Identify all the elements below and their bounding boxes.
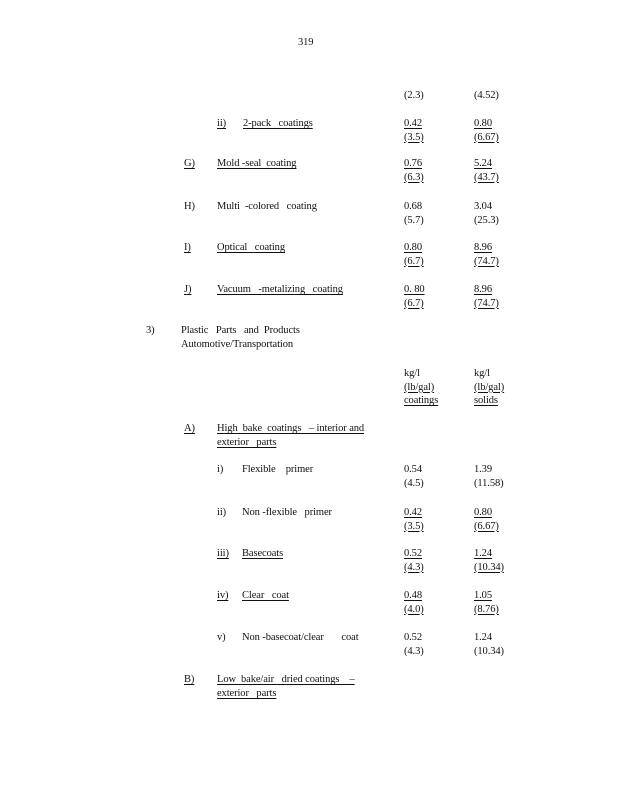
item-marker: I) bbox=[184, 242, 191, 253]
coatings-value: (2.3) bbox=[404, 90, 424, 101]
item-marker: v) bbox=[217, 632, 226, 643]
item-label: Non -flexible primer bbox=[242, 507, 332, 518]
item-marker: ii) bbox=[217, 118, 227, 129]
solids-value: (25.3) bbox=[474, 214, 499, 226]
coatings-value: (6.7) bbox=[404, 297, 424, 309]
solids-value: (6.67) bbox=[474, 520, 499, 532]
item-label: Non -basecoat/clear coat bbox=[242, 632, 359, 643]
item-marker: iii) bbox=[217, 548, 229, 559]
section-subtitle: Automotive/Transportation bbox=[181, 339, 294, 350]
unit-label: kg/l bbox=[404, 368, 420, 379]
section-number: 3) bbox=[146, 325, 155, 336]
coatings-value: 0. 80 bbox=[404, 284, 425, 295]
solids-value: (8.76) bbox=[474, 603, 499, 615]
solids-value: 8.96 bbox=[474, 284, 492, 295]
solids-value: (6.67) bbox=[474, 131, 499, 143]
item-label: Basecoats bbox=[242, 548, 284, 559]
page-number: 319 bbox=[298, 37, 314, 48]
coatings-value-pair bbox=[404, 241, 424, 268]
solids-value: (4.52) bbox=[474, 90, 499, 101]
solids-value: 1.39 bbox=[474, 464, 492, 475]
coatings-value-pair bbox=[404, 506, 424, 533]
coatings-value: 0.68 bbox=[404, 201, 422, 212]
item-label: Clear coat bbox=[242, 590, 289, 601]
coatings-value: 0.52 bbox=[404, 632, 422, 643]
item-marker: ii) bbox=[217, 507, 227, 518]
coatings-value-pair bbox=[404, 463, 424, 490]
solids-value-pair bbox=[474, 241, 499, 268]
coatings-value: (3.5) bbox=[404, 131, 424, 143]
column-label: solids bbox=[474, 395, 498, 406]
solids-column-header bbox=[474, 367, 504, 408]
subsection-title: Low bake/air dried coatings – bbox=[217, 674, 355, 685]
coatings-value: 0.48 bbox=[404, 590, 422, 601]
solids-value-pair bbox=[474, 631, 504, 658]
solids-value: 1.24 bbox=[474, 548, 492, 559]
coatings-value: 0.42 bbox=[404, 118, 422, 129]
item-label: Flexible primer bbox=[242, 464, 314, 475]
coatings-value-pair bbox=[404, 200, 424, 227]
solids-value: 1.05 bbox=[474, 590, 492, 601]
item-marker: J) bbox=[184, 284, 192, 295]
item-label: Mold -seal coating bbox=[217, 158, 297, 169]
unit-label: (lb/gal) bbox=[474, 381, 505, 393]
solids-value: (11.58) bbox=[474, 477, 504, 489]
item-label: Vacuum -metalizing coating bbox=[217, 284, 343, 295]
solids-value: 5.24 bbox=[474, 158, 492, 169]
solids-value: 1.24 bbox=[474, 632, 492, 643]
item-marker: iv) bbox=[217, 590, 229, 601]
solids-value: 0.80 bbox=[474, 507, 492, 518]
coatings-value: (4.3) bbox=[404, 645, 424, 657]
coatings-value: 0.54 bbox=[404, 464, 422, 475]
solids-value: (74.7) bbox=[474, 255, 499, 267]
solids-value: (43.7) bbox=[474, 171, 499, 183]
solids-value: 0.80 bbox=[474, 118, 492, 129]
subsection-marker: B) bbox=[184, 674, 195, 685]
solids-value: (74.7) bbox=[474, 297, 499, 309]
solids-value: 3.04 bbox=[474, 201, 492, 212]
coatings-value: (5.7) bbox=[404, 214, 424, 226]
unit-label: (lb/gal) bbox=[404, 381, 435, 393]
coatings-value-pair bbox=[404, 547, 424, 574]
solids-value-pair bbox=[474, 547, 504, 574]
solids-value: 8.96 bbox=[474, 242, 492, 253]
solids-value-pair bbox=[474, 589, 499, 616]
item-marker: G) bbox=[184, 158, 195, 169]
coatings-value-pair bbox=[404, 117, 424, 144]
coatings-value: 0.76 bbox=[404, 158, 422, 169]
coatings-value: (3.5) bbox=[404, 520, 424, 532]
coatings-value: 0.80 bbox=[404, 242, 422, 253]
coatings-value: (4.0) bbox=[404, 603, 424, 615]
coatings-value: 0.52 bbox=[404, 548, 422, 559]
solids-value-pair bbox=[474, 200, 499, 227]
solids-value: (10.34) bbox=[474, 645, 504, 657]
coatings-column-header bbox=[404, 367, 438, 408]
item-marker: H) bbox=[184, 201, 195, 212]
solids-value-pair bbox=[474, 157, 499, 184]
item-label: 2-pack coatings bbox=[243, 118, 313, 129]
coatings-value: 0.42 bbox=[404, 507, 422, 518]
coatings-value: (6.7) bbox=[404, 255, 424, 267]
subsection-title-cont: exterior parts bbox=[217, 437, 277, 448]
subsection-title: High bake coatings – interior and bbox=[217, 423, 365, 434]
coatings-value: (4.3) bbox=[404, 561, 424, 573]
solids-value-pair bbox=[474, 117, 499, 144]
coatings-value-pair bbox=[404, 157, 424, 184]
item-label: Optical coating bbox=[217, 242, 285, 253]
coatings-value-pair bbox=[404, 283, 425, 310]
item-marker: i) bbox=[217, 464, 224, 475]
item-label: Multi -colored coating bbox=[217, 201, 317, 212]
subsection-marker: A) bbox=[184, 423, 195, 434]
column-label: coatings bbox=[404, 395, 439, 406]
subsection-title-cont: exterior parts bbox=[217, 688, 277, 699]
coatings-value: (6.3) bbox=[404, 171, 424, 183]
solids-value: (10.34) bbox=[474, 561, 504, 573]
coatings-value: (4.5) bbox=[404, 477, 424, 489]
solids-value-pair bbox=[474, 283, 499, 310]
unit-label: kg/l bbox=[474, 368, 490, 379]
solids-value-pair bbox=[474, 506, 499, 533]
solids-value-pair bbox=[474, 463, 504, 490]
coatings-value-pair bbox=[404, 589, 424, 616]
coatings-value-pair bbox=[404, 631, 424, 658]
section-title: Plastic Parts and Products bbox=[181, 325, 300, 336]
